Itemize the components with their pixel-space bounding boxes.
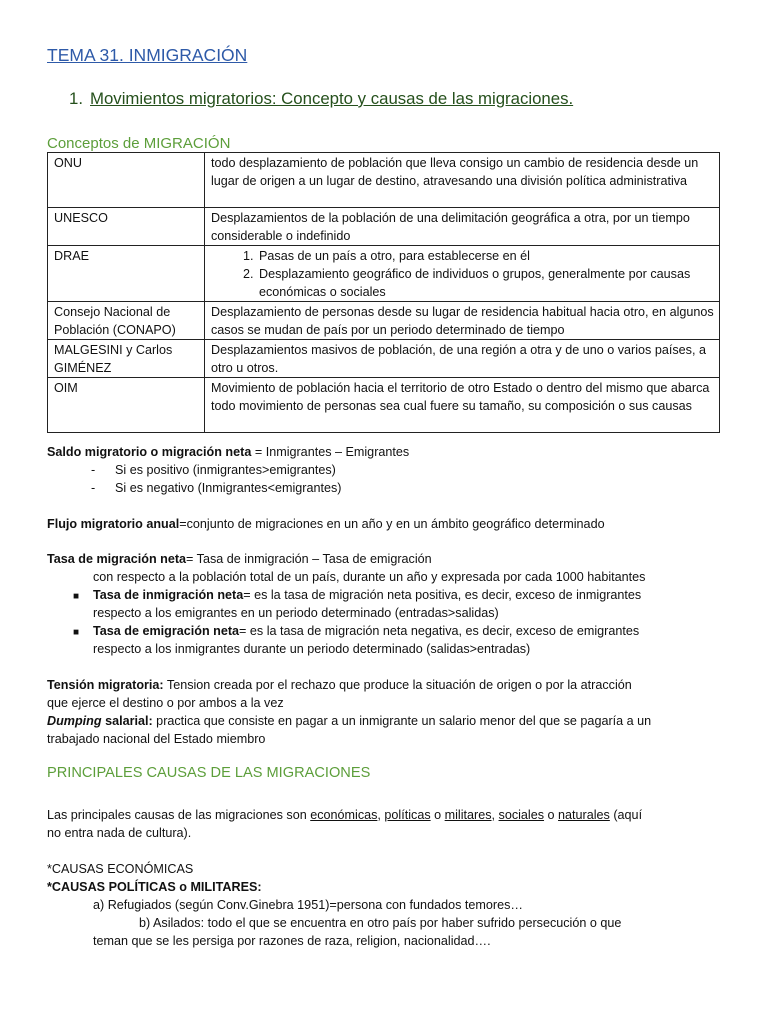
intro-text: Las principales causas de las migraciones son	[47, 808, 311, 822]
drae-list	[211, 247, 714, 301]
flujo-text: =conjunto de migraciones en un año y en un ámbito geográfico determinado	[179, 517, 605, 531]
table-cell-org: OIM	[48, 378, 205, 433]
table-row	[48, 153, 720, 208]
causes-intro-cont: no entra nada de cultura).	[47, 826, 192, 840]
table-cell-definition	[205, 246, 720, 302]
separator: ,	[491, 808, 499, 822]
tension-text: Tension creada por el rechazo que produce la situación de origen o por la atracción	[163, 678, 632, 692]
cause-militares: militares	[444, 808, 492, 822]
list-item	[91, 479, 341, 497]
tension-line	[47, 676, 632, 694]
square-bullet-icon: ■	[73, 591, 80, 602]
causes-heading: PRINCIPALES CAUSAS DE LAS MIGRACIONES	[47, 765, 371, 781]
tasa-inmigracion	[73, 586, 641, 606]
table-cell-org: MALGESINI y Carlos GIMÉNEZ	[48, 340, 205, 378]
saldo-text: = Inmigrantes – Emigrantes	[251, 445, 410, 459]
tasa-emigracion	[73, 622, 639, 642]
table-cell-org: DRAE	[48, 246, 205, 302]
tasa-inm-cont: respecto a los emigrantes en un periodo determinado (entradas>salidas)	[93, 606, 499, 620]
list-item	[91, 461, 336, 479]
cause-naturales: naturales	[558, 808, 610, 822]
tasa-line	[47, 550, 432, 568]
separator: ,	[377, 808, 385, 822]
causes-intro	[47, 806, 642, 824]
intro-text: (aquí	[609, 808, 643, 822]
cause-sociales: sociales	[498, 808, 545, 822]
tasa-note: con respecto a la población total de un país, durante un año y expresada por cada 1000 habitantes	[93, 570, 646, 584]
list-item: 1. Pasas de un país a otro, para establecerse en él	[257, 247, 714, 265]
dumping-text: practica que consiste en pagar a un inmigrante un salario menor del que se pagaría a un	[152, 714, 652, 728]
saldo-line	[47, 443, 409, 461]
dumping-label-rest: salarial:	[101, 714, 153, 728]
table-cell-definition: Desplazamientos masivos de población, de una región a otra y de uno o varios países, a otro u otros.	[205, 340, 720, 378]
tasa-text: = Tasa de inmigración – Tasa de emigración	[186, 552, 432, 566]
tension-label: Tensión migratoria:	[47, 678, 164, 692]
table-row	[48, 302, 720, 340]
section-heading	[69, 88, 573, 110]
flujo-line	[47, 515, 605, 533]
table-cell-org: UNESCO	[48, 208, 205, 246]
list-item: 2. Desplazamiento geográfico de individuos o grupos, generalmente por causas económicas o sociales	[257, 265, 714, 301]
tasa-inm-label: Tasa de inmigración neta	[93, 588, 244, 602]
cause-politicas: políticas	[384, 808, 431, 822]
dumping-cont: trabajado nacional del Estado miembro	[47, 732, 266, 746]
separator: o	[544, 808, 559, 822]
table-row	[48, 246, 720, 302]
cause-economicas: económicas	[310, 808, 378, 822]
table-cell-definition: Movimiento de población hacia el territorio de otro Estado o dentro del mismo que abarca todo movimiento de personas sea cual fuere su tamaño, su composición o sus causas	[205, 378, 720, 433]
concepts-heading: Conceptos de MIGRACIÓN	[47, 135, 231, 152]
tasa-label: Tasa de migración neta	[47, 552, 187, 566]
concepts-table	[47, 152, 720, 433]
saldo-positive: Si es positivo (inmigrantes>emigrantes)	[115, 463, 336, 477]
causes-economicas-heading: *CAUSAS ECONÓMICAS	[47, 862, 194, 876]
section-number: 1.	[69, 89, 83, 108]
table-cell-definition: Desplazamiento de personas desde su lugar de residencia habitual hacia otro, en algunos casos se mudan de país por un periodo determinado de tiempo	[205, 302, 720, 340]
tasa-emi-label: Tasa de emigración neta	[93, 624, 240, 638]
tasa-inm-text: = es la tasa de migración neta positiva, es decir, exceso de inmigrantes	[243, 588, 642, 602]
section-title: Movimientos migratorios: Concepto y causas de las migraciones.	[90, 89, 574, 108]
table-cell-org: Consejo Nacional de Población (CONAPO)	[48, 302, 205, 340]
dash-bullet: -	[91, 463, 96, 477]
dash-bullet: -	[91, 481, 96, 495]
tasa-emi-cont: respecto a los inmigrantes durante un periodo determinado (salidas>entradas)	[93, 642, 531, 656]
dumping-line	[47, 712, 651, 730]
asilados-item: b) Asilados: todo el que se encuentra en otro país por haber sufrido persecución o que	[139, 916, 622, 930]
document-title: TEMA 31. INMIGRACIÓN	[47, 45, 248, 65]
table-row	[48, 340, 720, 378]
refugiados-item: a) Refugiados (según Conv.Ginebra 1951)=persona con fundados temores…	[93, 898, 523, 912]
table-row	[48, 208, 720, 246]
square-bullet-icon: ■	[73, 627, 80, 638]
dumping-label-italic: Dumping	[47, 714, 102, 728]
saldo-negative: Si es negativo (Inmigrantes<emigrantes)	[115, 481, 342, 495]
flujo-label: Flujo migratorio anual	[47, 517, 180, 531]
tasa-emi-text: = es la tasa de migración neta negativa, es decir, exceso de emigrantes	[239, 624, 640, 638]
separator: o	[430, 808, 445, 822]
saldo-label: Saldo migratorio o migración neta	[47, 445, 252, 459]
tension-cont: que ejerce el destino o por ambos a la vez	[47, 696, 284, 710]
table-row	[48, 378, 720, 433]
table-cell-definition: Desplazamientos de la población de una delimitación geográfica a otra, por un tiempo considerable o indefinido	[205, 208, 720, 246]
asilados-cont: teman que se les persiga por razones de raza, religion, nacionalidad….	[93, 934, 491, 948]
table-cell-definition: todo desplazamiento de población que lleva consigo un cambio de residencia desde un lugar de origen a un lugar de destino, atravesando una división política administrativa	[205, 153, 720, 208]
causes-politicas-heading: *CAUSAS POLÍTICAS o MILITARES:	[47, 880, 262, 894]
table-cell-org: ONU	[48, 153, 205, 208]
